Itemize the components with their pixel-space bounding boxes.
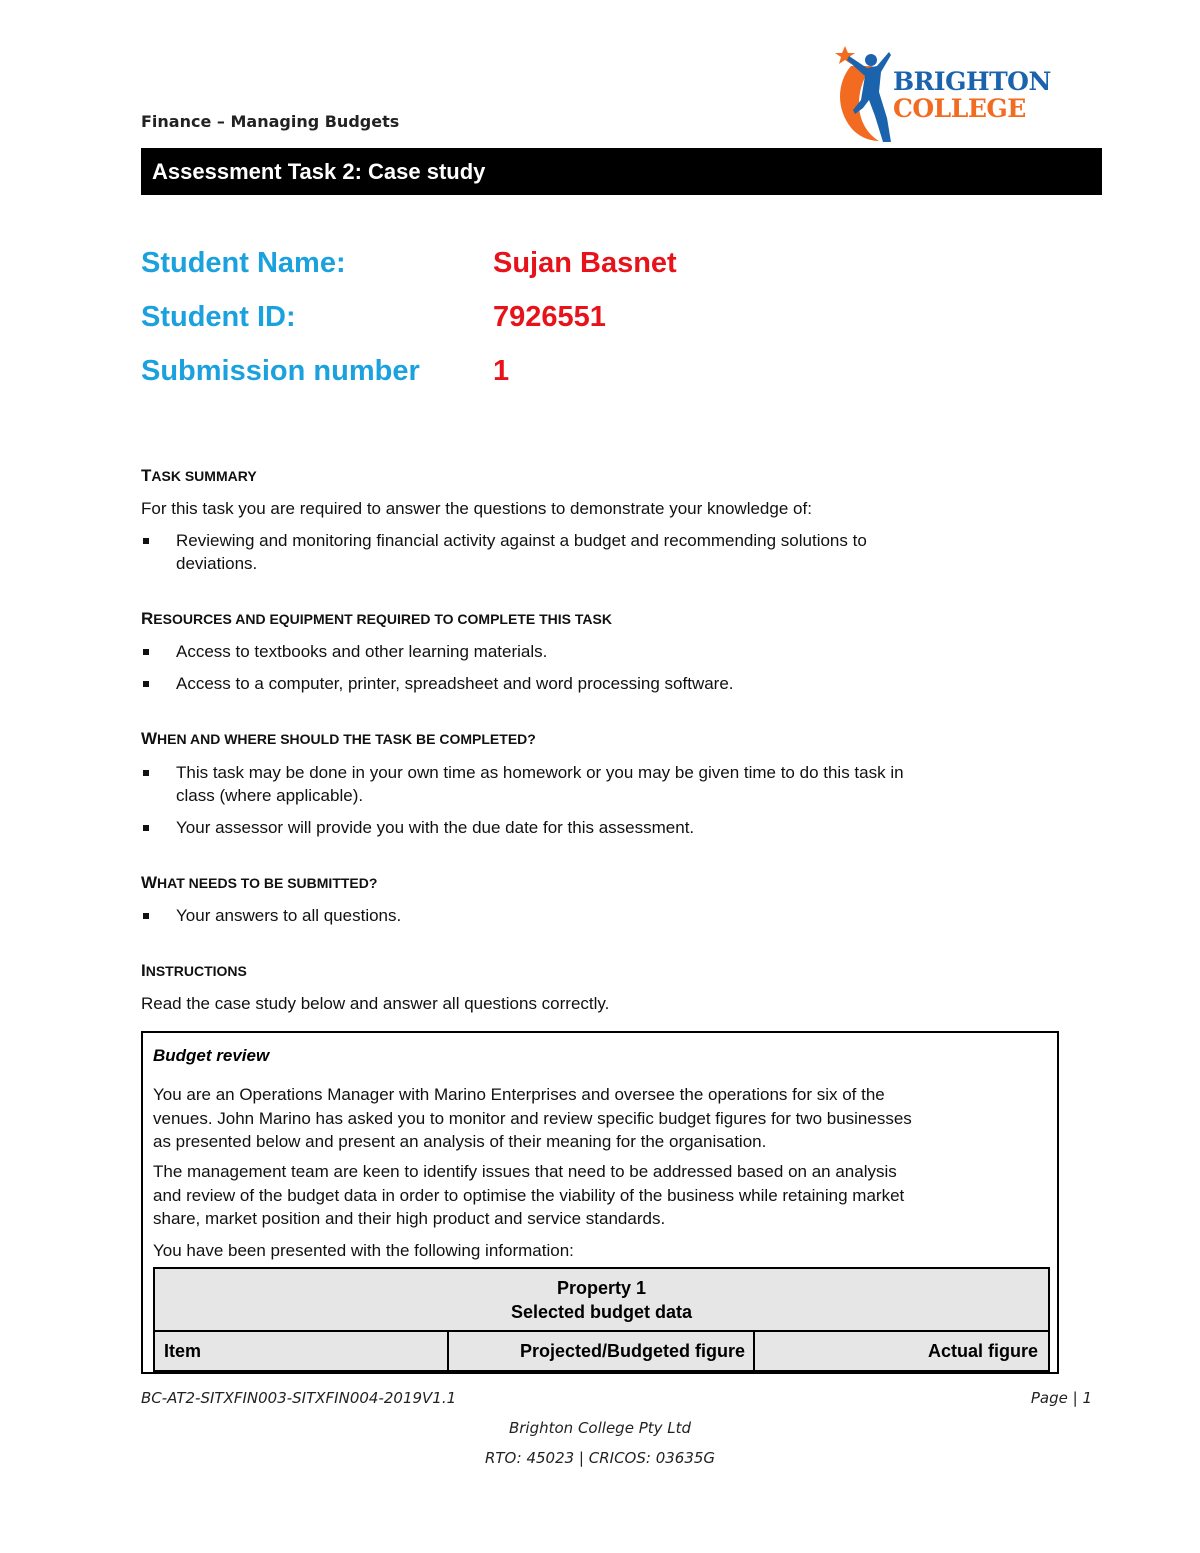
assessment-task-banner: Assessment Task 2: Case study <box>141 148 1102 195</box>
footer-page-number: Page | 1 <box>1030 1389 1092 1407</box>
column-header-projected: Projected/Budgeted figure <box>449 1332 755 1370</box>
bullet-icon <box>143 770 149 776</box>
logo-line-1: BRIGHTON <box>893 67 1051 96</box>
footer-rto: RTO: 45023 | CRICOS: 03635G <box>484 1449 716 1467</box>
table-title-line-1: Property 1 <box>556 1278 647 1298</box>
table-header-row <box>155 1332 1048 1370</box>
submitted-bullet: Your answers to all questions. <box>141 904 1041 927</box>
bullet-icon <box>143 825 149 831</box>
student-id-label: Student ID: <box>141 301 296 333</box>
submission-number-label: Submission number <box>141 355 420 387</box>
instructions-heading: INSTRUCTIONS <box>141 961 247 980</box>
bullet-icon <box>143 649 149 655</box>
resources-bullet: Access to textbooks and other learning materials. <box>141 640 1041 663</box>
footer-company: Brighton College Pty Ltd <box>508 1419 692 1437</box>
instructions-text: Read the case study below and answer all questions correctly. <box>141 994 610 1013</box>
student-id-value: 7926551 <box>493 301 606 333</box>
document-header-title: Finance – Managing Budgets <box>141 112 400 131</box>
task-summary-bullet: Reviewing and monitoring financial activity against a budget and recommending solutions to deviations. <box>141 529 1041 575</box>
case-study-title: Budget review <box>153 1046 270 1065</box>
when-where-bullet: Your assessor will provide you with the due date for this assessment. <box>141 816 1041 839</box>
logo-line-2: COLLEGE <box>893 94 1026 123</box>
when-where-bullet: This task may be done in your own time as homework or you may be given time to do this task in class (where applicable). <box>141 761 1041 807</box>
student-name-value: Sujan Basnet <box>493 247 677 279</box>
case-study-box <box>141 1031 1059 1374</box>
budget-data-table <box>153 1267 1050 1372</box>
when-where-heading: WHEN AND WHERE SHOULD THE TASK BE COMPLETED? <box>141 729 536 748</box>
resources-bullet: Access to a computer, printer, spreadsheet and word processing software. <box>141 672 1041 695</box>
bullet-icon <box>143 913 149 919</box>
column-header-actual: Actual figure <box>927 1341 1038 1361</box>
case-study-paragraph: You are an Operations Manager with Marino Enterprises and oversee the operations for six of the venues. John Marino has asked you to monitor and review specific budget figures for two businesses as presented below and present an analysis of their meaning for the organisation. <box>153 1085 912 1151</box>
table-title <box>155 1269 1048 1332</box>
bullet-icon <box>143 681 149 687</box>
submission-number-value: 1 <box>493 355 510 387</box>
footer-document-code: BC-AT2-SITXFIN003-SITXFIN004-2019V1.1 <box>141 1389 457 1407</box>
bullet-icon <box>143 538 149 544</box>
table-title-line-2: Selected budget data <box>510 1302 693 1322</box>
case-study-paragraph: The management team are keen to identify issues that need to be addressed based on an analysis and review of the budget data in order to optimise the viability of the business while retaining market share, market position and their high product and service standards. <box>153 1162 905 1228</box>
task-summary-intro: For this task you are required to answer the questions to demonstrate your knowledge of: <box>141 499 812 518</box>
brighton-college-logo-text <box>893 68 1051 122</box>
resources-heading: RESOURCES AND EQUIPMENT REQUIRED TO COMPLETE THIS TASK <box>141 609 612 628</box>
task-summary-heading: TASK SUMMARY <box>141 466 257 485</box>
column-header-item: Item <box>155 1332 449 1370</box>
case-study-paragraph: You have been presented with the following information: <box>153 1241 574 1260</box>
student-name-label: Student Name: <box>141 247 346 279</box>
submitted-heading: WHAT NEEDS TO BE SUBMITTED? <box>141 873 378 892</box>
